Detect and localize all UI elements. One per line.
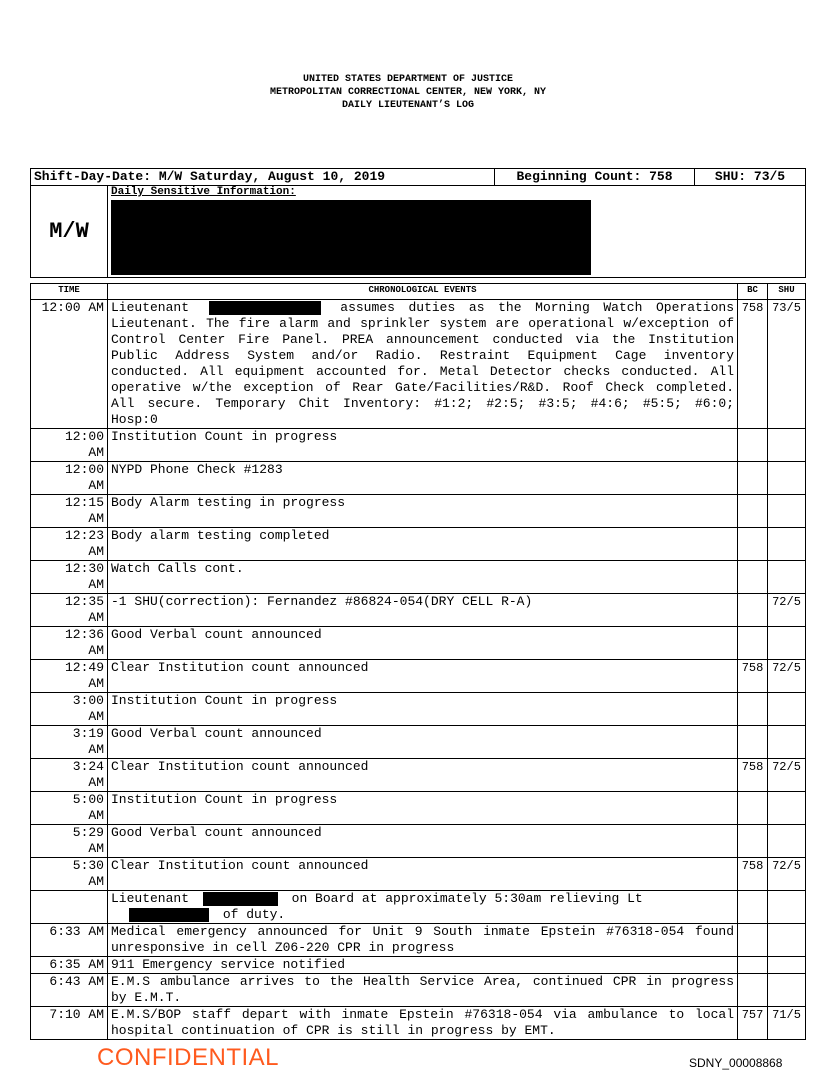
header-facility: METROPOLITAN CORRECTIONAL CENTER, NEW YORK, NY (269, 87, 547, 98)
relief-lead: Lieutenant (111, 891, 190, 906)
entry-event: Clear Institution count announced (108, 759, 738, 792)
table-row (31, 495, 806, 528)
entry-shu: 73/5 (768, 300, 806, 429)
entry-event: Watch Calls cont. (108, 561, 738, 594)
table-row (31, 974, 806, 1007)
entry-event: Clear Institution count announced (108, 858, 738, 891)
entry-event: Medical emergency announced for Unit 9 South inmate Epstein #76318-054 found unresponsive in cell Z06-220 CPR in progress (108, 924, 738, 957)
entry-bc (738, 627, 768, 660)
entry-time: 6:35 AM (31, 957, 108, 974)
entry-bc: 758 (738, 858, 768, 891)
entry-bc (738, 924, 768, 957)
table-row (31, 300, 806, 429)
table-row (31, 924, 806, 957)
col-events: CHRONOLOGICAL EVENTS (108, 284, 738, 300)
table-row (31, 561, 806, 594)
entry-time: 6:43 AM (31, 974, 108, 1007)
entry-shu (768, 495, 806, 528)
entry-shu (768, 627, 806, 660)
table-row (31, 759, 806, 792)
entry-bc (738, 792, 768, 825)
col-shu: SHU (768, 284, 806, 300)
entry-text: assumes duties as the Morning Watch Operations Lieutenant. The fire alarm and sprinkler system are operational w/exception of Control Center Fire Panel. PREA announcement conducted via the Institution Public Address System and/or Radio. Restraint Equipment Cage inventory conducted. All equipment accounted for. Metal Detector checks conducted. All operative w/the exception of Rear Gate/Facilities/R&D. Roof Check completed. All secure. Temporary Chit Inventory: #1:2; #2:5; #3:5; #4:6; #5:5; #6:0; Hosp:0 (111, 300, 734, 427)
name-redaction (203, 892, 278, 906)
table-row (31, 825, 806, 858)
document-header (0, 73, 816, 112)
sensitive-info-redaction (111, 200, 591, 275)
entry-time: 12:00 AM (31, 300, 108, 429)
entry-time: 12:00 AM (31, 429, 108, 462)
entry-shu (768, 561, 806, 594)
entry-time: 12:15 AM (31, 495, 108, 528)
entry-shu (768, 974, 806, 1007)
col-bc: BC (738, 284, 768, 300)
entry-time: 3:24 AM (31, 759, 108, 792)
entry-bc (738, 561, 768, 594)
entry-time: 5:00 AM (31, 792, 108, 825)
col-time: TIME (31, 284, 108, 300)
entry-shu: 72/5 (768, 594, 806, 627)
entry-event: Body alarm testing completed (108, 528, 738, 561)
entry-bc (738, 726, 768, 759)
entry-bc: 758 (738, 759, 768, 792)
entry-event: Clear Institution count announced (108, 660, 738, 693)
entry-shu (768, 462, 806, 495)
entry-time: 12:00 AM (31, 462, 108, 495)
entry-bc (738, 891, 768, 924)
table-row (31, 594, 806, 627)
entry-bc (738, 495, 768, 528)
watch-label: M/W (31, 186, 108, 278)
entry-shu: 72/5 (768, 759, 806, 792)
table-row (31, 627, 806, 660)
table-row (31, 528, 806, 561)
entry-event: 911 Emergency service notified (108, 957, 738, 974)
entry-time: 12:49 AM (31, 660, 108, 693)
shu-count: SHU: 73/5 (695, 169, 806, 186)
entry-time (31, 891, 108, 924)
entry-event: E.M.S ambulance arrives to the Health Service Area, continued CPR in progress by E.M.T. (108, 974, 738, 1007)
entry-bc (738, 957, 768, 974)
entry-time: 12:36 AM (31, 627, 108, 660)
header-agency: UNITED STATES DEPARTMENT OF JUSTICE (302, 74, 514, 85)
entry-event: Good Verbal count announced (108, 825, 738, 858)
entry-bc (738, 528, 768, 561)
name-redaction (209, 301, 321, 315)
entry-event: Institution Count in progress (108, 693, 738, 726)
entry-shu: 71/5 (768, 1007, 806, 1040)
entry-event: NYPD Phone Check #1283 (108, 462, 738, 495)
entry-lead: Lieutenant (111, 300, 190, 315)
entry-bc (738, 974, 768, 1007)
entry-event: Good Verbal count announced (108, 726, 738, 759)
entry-time: 12:35 AM (31, 594, 108, 627)
entry-time: 12:23 AM (31, 528, 108, 561)
entry-shu: 72/5 (768, 660, 806, 693)
bates-number: SDNY_00008868 (689, 1056, 783, 1070)
entry-bc (738, 693, 768, 726)
shift-info-table (30, 168, 806, 278)
entry-time: 5:30 AM (31, 858, 108, 891)
table-row (31, 957, 806, 974)
table-row (31, 660, 806, 693)
sensitive-info-label: Daily Sensitive Information: (111, 186, 296, 198)
table-row (31, 792, 806, 825)
entry-event: -1 SHU(correction): Fernandez #86824-054(DRY CELL R-A) (108, 594, 738, 627)
shift-day-date: Shift-Day-Date: M/W Saturday, August 10, 2019 (31, 169, 495, 186)
entry-event: E.M.S/BOP staff depart with inmate Epstein #76318-054 via ambulance to local hospital continuation of CPR is still in progress by EMT. (108, 1007, 738, 1040)
late-entries-body (31, 924, 806, 1040)
entry-time: 7:10 AM (31, 1007, 108, 1040)
entry-bc: 757 (738, 1007, 768, 1040)
beginning-count: Beginning Count: 758 (495, 169, 695, 186)
entry-bc (738, 462, 768, 495)
entry-bc: 758 (738, 660, 768, 693)
table-row (31, 429, 806, 462)
table-row (31, 891, 806, 924)
table-row (31, 462, 806, 495)
entry-bc (738, 594, 768, 627)
entry-event: Institution Count in progress (108, 429, 738, 462)
entry-bc: 758 (738, 300, 768, 429)
entry-shu (768, 891, 806, 924)
table-row (31, 858, 806, 891)
entry-bc (738, 825, 768, 858)
entry-bc (738, 429, 768, 462)
entries-body (31, 429, 806, 891)
confidential-stamp: CONFIDENTIAL (97, 1044, 280, 1071)
entry-time: 6:33 AM (31, 924, 108, 957)
table-row (31, 693, 806, 726)
entry-shu (768, 957, 806, 974)
relief-end: of duty. (222, 907, 286, 922)
table-row (31, 1007, 806, 1040)
entry-time: 3:19 AM (31, 726, 108, 759)
entry-event: Good Verbal count announced (108, 627, 738, 660)
entry-event: Body Alarm testing in progress (108, 495, 738, 528)
entry-shu (768, 726, 806, 759)
entry-shu (768, 924, 806, 957)
entry-shu (768, 792, 806, 825)
chronological-events-table (30, 283, 806, 1040)
entry-event: Institution Count in progress (108, 792, 738, 825)
entry-event (108, 891, 738, 924)
entry-time: 3:00 AM (31, 693, 108, 726)
entry-time: 12:30 AM (31, 561, 108, 594)
header-log-title: DAILY LIEUTENANT’S LOG (341, 100, 475, 111)
entry-shu (768, 693, 806, 726)
entry-shu (768, 429, 806, 462)
sensitive-info-cell (108, 186, 806, 278)
name-redaction (129, 908, 209, 922)
table-row (31, 726, 806, 759)
entry-event (108, 300, 738, 429)
entry-shu (768, 825, 806, 858)
relief-text: on Board at approximately 5:30am relieving Lt (291, 891, 643, 906)
entry-time: 5:29 AM (31, 825, 108, 858)
entry-shu (768, 528, 806, 561)
entry-shu: 72/5 (768, 858, 806, 891)
